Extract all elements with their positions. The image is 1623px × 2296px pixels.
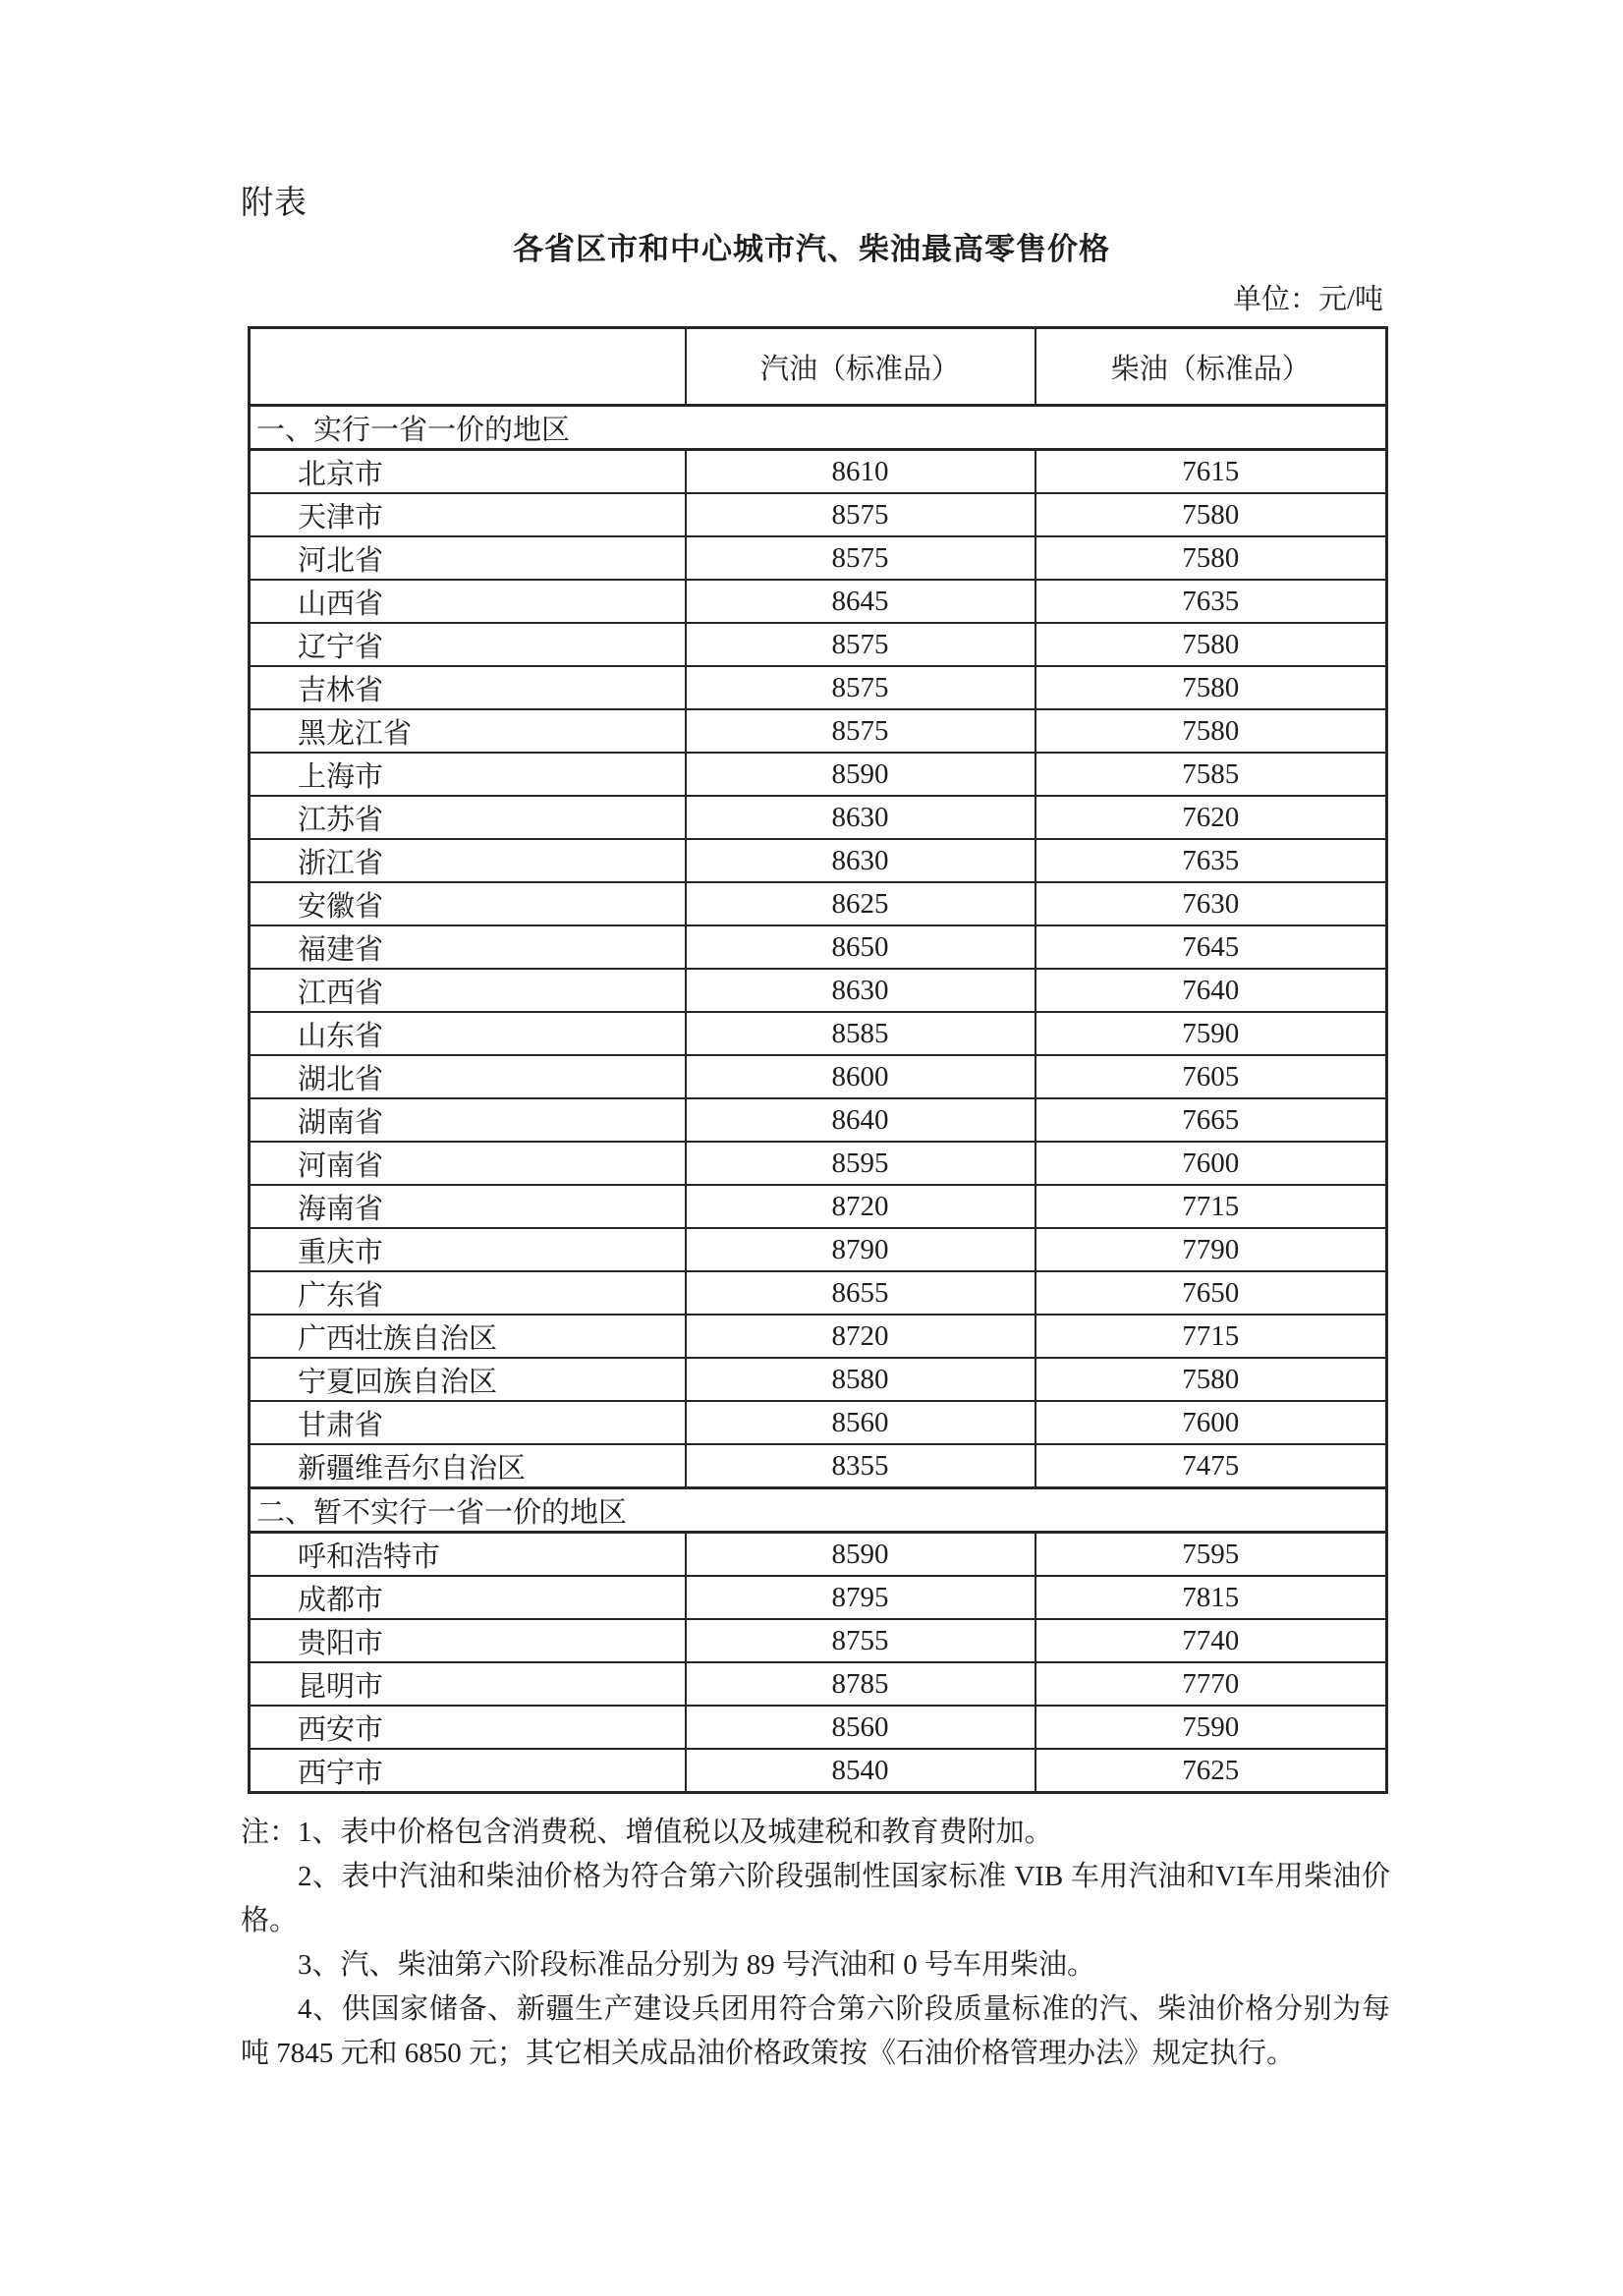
table-row [250,753,1387,796]
table-row [250,925,1387,969]
diesel-cell: 7600 [1035,1142,1387,1185]
region-cell: 广东省 [250,1271,686,1315]
gasoline-cell: 8795 [686,1576,1035,1619]
region-cell: 西宁市 [250,1749,686,1793]
region-cell: 福建省 [250,925,686,969]
note-line: 4、供国家储备、新疆生产建设兵团用符合第六阶段质量标准的汽、柴油价格分别为每吨 7845 元和 6850 元；其它相关成品油价格政策按《石油价格管理办法》规定执行。 [241,1993,1390,2069]
table-row [250,1315,1387,1358]
diesel-cell: 7790 [1035,1228,1387,1271]
region-cell: 广西壮族自治区 [250,1315,686,1358]
region-cell: 贵阳市 [250,1619,686,1662]
diesel-cell: 7620 [1035,796,1387,839]
table-row [250,1271,1387,1315]
region-cell: 黑龙江省 [250,709,686,753]
diesel-cell: 7715 [1035,1315,1387,1358]
region-cell: 天津市 [250,493,686,536]
gasoline-cell: 8575 [686,493,1035,536]
region-cell: 新疆维吾尔自治区 [250,1444,686,1488]
note-line: 2、表中汽油和柴油价格为符合第六阶段强制性国家标准 VIB 车用汽油和VI车用柴油价格。 [241,1861,1390,1936]
table-row [250,1012,1387,1055]
diesel-cell: 7580 [1035,1358,1387,1401]
gasoline-cell: 8630 [686,796,1035,839]
region-cell: 甘肃省 [250,1401,686,1444]
region-cell: 宁夏回族自治区 [250,1358,686,1401]
region-cell: 呼和浩特市 [250,1533,686,1577]
diesel-cell: 7770 [1035,1662,1387,1706]
table-row [250,969,1387,1012]
table-row [250,1706,1387,1749]
gasoline-cell: 8590 [686,753,1035,796]
gasoline-cell: 8720 [686,1315,1035,1358]
gasoline-cell: 8600 [686,1055,1035,1098]
region-cell: 江西省 [250,969,686,1012]
diesel-cell: 7580 [1035,536,1387,580]
page-title: 各省区市和中心城市汽、柴油最高零售价格 [513,232,1110,266]
price-table [248,326,1388,1794]
table-body [250,406,1387,1793]
gasoline-cell: 8610 [686,450,1035,494]
region-cell: 昆明市 [250,1662,686,1706]
gasoline-cell: 8785 [686,1662,1035,1706]
diesel-cell: 7475 [1035,1444,1387,1488]
gasoline-cell: 8655 [686,1271,1035,1315]
table-row [250,493,1387,536]
gasoline-cell: 8630 [686,969,1035,1012]
gasoline-cell: 8560 [686,1401,1035,1444]
table-row [250,1098,1387,1142]
diesel-cell: 7580 [1035,623,1387,666]
gasoline-cell: 8585 [686,1012,1035,1055]
region-cell: 湖南省 [250,1098,686,1142]
region-cell: 湖北省 [250,1055,686,1098]
table-row [250,882,1387,925]
diesel-cell: 7600 [1035,1401,1387,1444]
section-row [250,1488,1387,1533]
gasoline-cell: 8575 [686,709,1035,753]
gasoline-cell: 8560 [686,1706,1035,1749]
gasoline-cell: 8625 [686,882,1035,925]
region-cell: 山西省 [250,580,686,623]
gasoline-cell: 8575 [686,536,1035,580]
gasoline-cell: 8595 [686,1142,1035,1185]
region-cell: 辽宁省 [250,623,686,666]
gasoline-cell: 8355 [686,1444,1035,1488]
diesel-cell: 7590 [1035,1012,1387,1055]
region-cell: 山东省 [250,1012,686,1055]
table-header [250,328,1387,406]
section-label: 一、实行一省一价的地区 [250,406,1387,450]
gasoline-cell: 8590 [686,1533,1035,1577]
table-row [250,1749,1387,1793]
table-row [250,1444,1387,1488]
diesel-cell: 7635 [1035,839,1387,882]
region-cell: 北京市 [250,450,686,494]
table-row [250,1055,1387,1098]
gasoline-cell: 8650 [686,925,1035,969]
diesel-cell: 7815 [1035,1576,1387,1619]
gasoline-cell: 8575 [686,666,1035,709]
note-line: 注：1、表中价格包含消费税、增值税以及城建税和教育费附加。 [241,1817,1053,1848]
diesel-cell: 7645 [1035,925,1387,969]
table-row [250,1401,1387,1444]
unit-label: 单位：元/吨 [1232,284,1383,315]
table-row [250,1662,1387,1706]
table-row [250,1576,1387,1619]
table-row [250,1185,1387,1228]
region-cell: 成都市 [250,1576,686,1619]
diesel-cell: 7665 [1035,1098,1387,1142]
diesel-cell: 7615 [1035,450,1387,494]
diesel-cell: 7605 [1035,1055,1387,1098]
region-cell: 重庆市 [250,1228,686,1271]
table-row [250,1533,1387,1577]
diesel-cell: 7580 [1035,709,1387,753]
diesel-cell: 7740 [1035,1619,1387,1662]
note-line: 3、汽、柴油第六阶段标准品分别为 89 号汽油和 0 号车用柴油。 [298,1949,1096,1981]
diesel-cell: 7590 [1035,1706,1387,1749]
header-cell-region [250,328,686,406]
diesel-cell: 7715 [1035,1185,1387,1228]
region-cell: 吉林省 [250,666,686,709]
appendix-label: 附表 [241,186,308,221]
gasoline-cell: 8575 [686,623,1035,666]
table-row [250,666,1387,709]
table-row [250,1228,1387,1271]
diesel-cell: 7595 [1035,1533,1387,1577]
table-row [250,623,1387,666]
table-row [250,580,1387,623]
table-row [250,1142,1387,1185]
diesel-cell: 7580 [1035,666,1387,709]
table-row [250,796,1387,839]
table-row [250,1619,1387,1662]
section-label: 二、暂不实行一省一价的地区 [250,1488,1387,1533]
region-cell: 安徽省 [250,882,686,925]
header-cell-gasoline: 汽油（标准品） [686,328,1035,406]
region-cell: 河南省 [250,1142,686,1185]
table-row [250,450,1387,494]
notes-block [241,1811,1390,2076]
diesel-cell: 7650 [1035,1271,1387,1315]
diesel-cell: 7640 [1035,969,1387,1012]
gasoline-cell: 8540 [686,1749,1035,1793]
region-cell: 西安市 [250,1706,686,1749]
table-row [250,1358,1387,1401]
region-cell: 上海市 [250,753,686,796]
gasoline-cell: 8640 [686,1098,1035,1142]
diesel-cell: 7580 [1035,493,1387,536]
diesel-cell: 7625 [1035,1749,1387,1793]
gasoline-cell: 8580 [686,1358,1035,1401]
table-row [250,536,1387,580]
table-row [250,839,1387,882]
region-cell: 浙江省 [250,839,686,882]
table-row [250,709,1387,753]
gasoline-cell: 8645 [686,580,1035,623]
gasoline-cell: 8755 [686,1619,1035,1662]
gasoline-cell: 8720 [686,1185,1035,1228]
diesel-cell: 7630 [1035,882,1387,925]
header-cell-diesel: 柴油（标准品） [1035,328,1387,406]
region-cell: 海南省 [250,1185,686,1228]
section-row [250,406,1387,450]
header-row [250,328,1387,406]
region-cell: 河北省 [250,536,686,580]
gasoline-cell: 8630 [686,839,1035,882]
region-cell: 江苏省 [250,796,686,839]
diesel-cell: 7585 [1035,753,1387,796]
diesel-cell: 7635 [1035,580,1387,623]
gasoline-cell: 8790 [686,1228,1035,1271]
